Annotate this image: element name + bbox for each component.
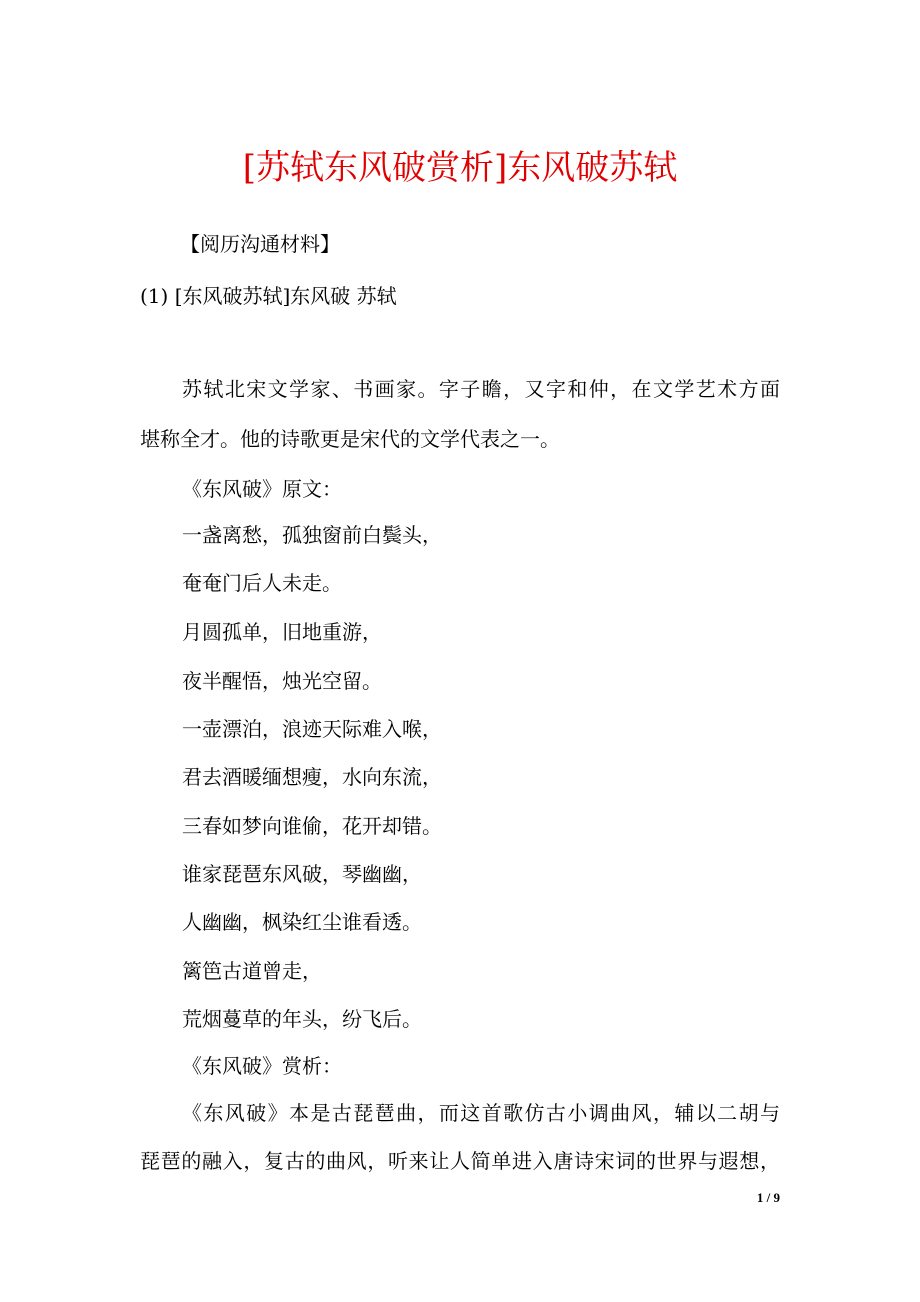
poem-line: 人幽幽，枫染红尘谁看透。	[182, 910, 422, 934]
document-title: [苏轼东风破赏析]东风破苏轼	[242, 148, 678, 188]
poem-line: 夜半醒悟，烛光空留。	[182, 669, 382, 693]
material-label: 【阅历沟通材料】	[180, 232, 340, 256]
poem-line: 谁家琵琶东风破，琴幽幽，	[182, 862, 422, 886]
intro-paragraph-line-2: 堪称全才。他的诗歌更是宋代的文学代表之一。	[140, 427, 560, 451]
poem-line: 一盏离愁，孤独窗前白鬓头，	[182, 523, 442, 547]
analysis-paragraph-line-2: 琵琶的融入，复古的曲风，听来让人简单进入唐诗宋词的世界与遐想，	[140, 1149, 780, 1173]
poem-line: 篱笆古道曾走，	[182, 959, 322, 983]
original-text-label: 《东风破》原文：	[182, 477, 342, 501]
intro-paragraph-line-1: 苏轼北宋文学家、书画家。字子瞻，又字和仲，在文学艺术方面	[182, 377, 780, 401]
analysis-label: 《东风破》赏析：	[182, 1054, 342, 1078]
poem-line: 奄奄门后人未走。	[182, 571, 342, 595]
poem-line: 君去酒暖缅想瘦，水向东流，	[182, 765, 442, 789]
analysis-paragraph-line-1: 《东风破》本是古琵琶曲，而这首歌仿古小调曲风，辅以二胡与	[182, 1101, 780, 1125]
subtitle: (1) [东风破苏轼]东风破 苏轼	[140, 284, 397, 308]
poem-line: 月圆孤单，旧地重游，	[182, 620, 382, 644]
poem-line: 三春如梦向谁偷，花开却错。	[182, 814, 442, 838]
poem-line: 一壶漂泊，浪迹天际难入喉，	[182, 717, 442, 741]
page-number: 1 / 9	[756, 1190, 780, 1205]
poem-line: 荒烟蔓草的年头，纷飞后。	[182, 1007, 422, 1031]
